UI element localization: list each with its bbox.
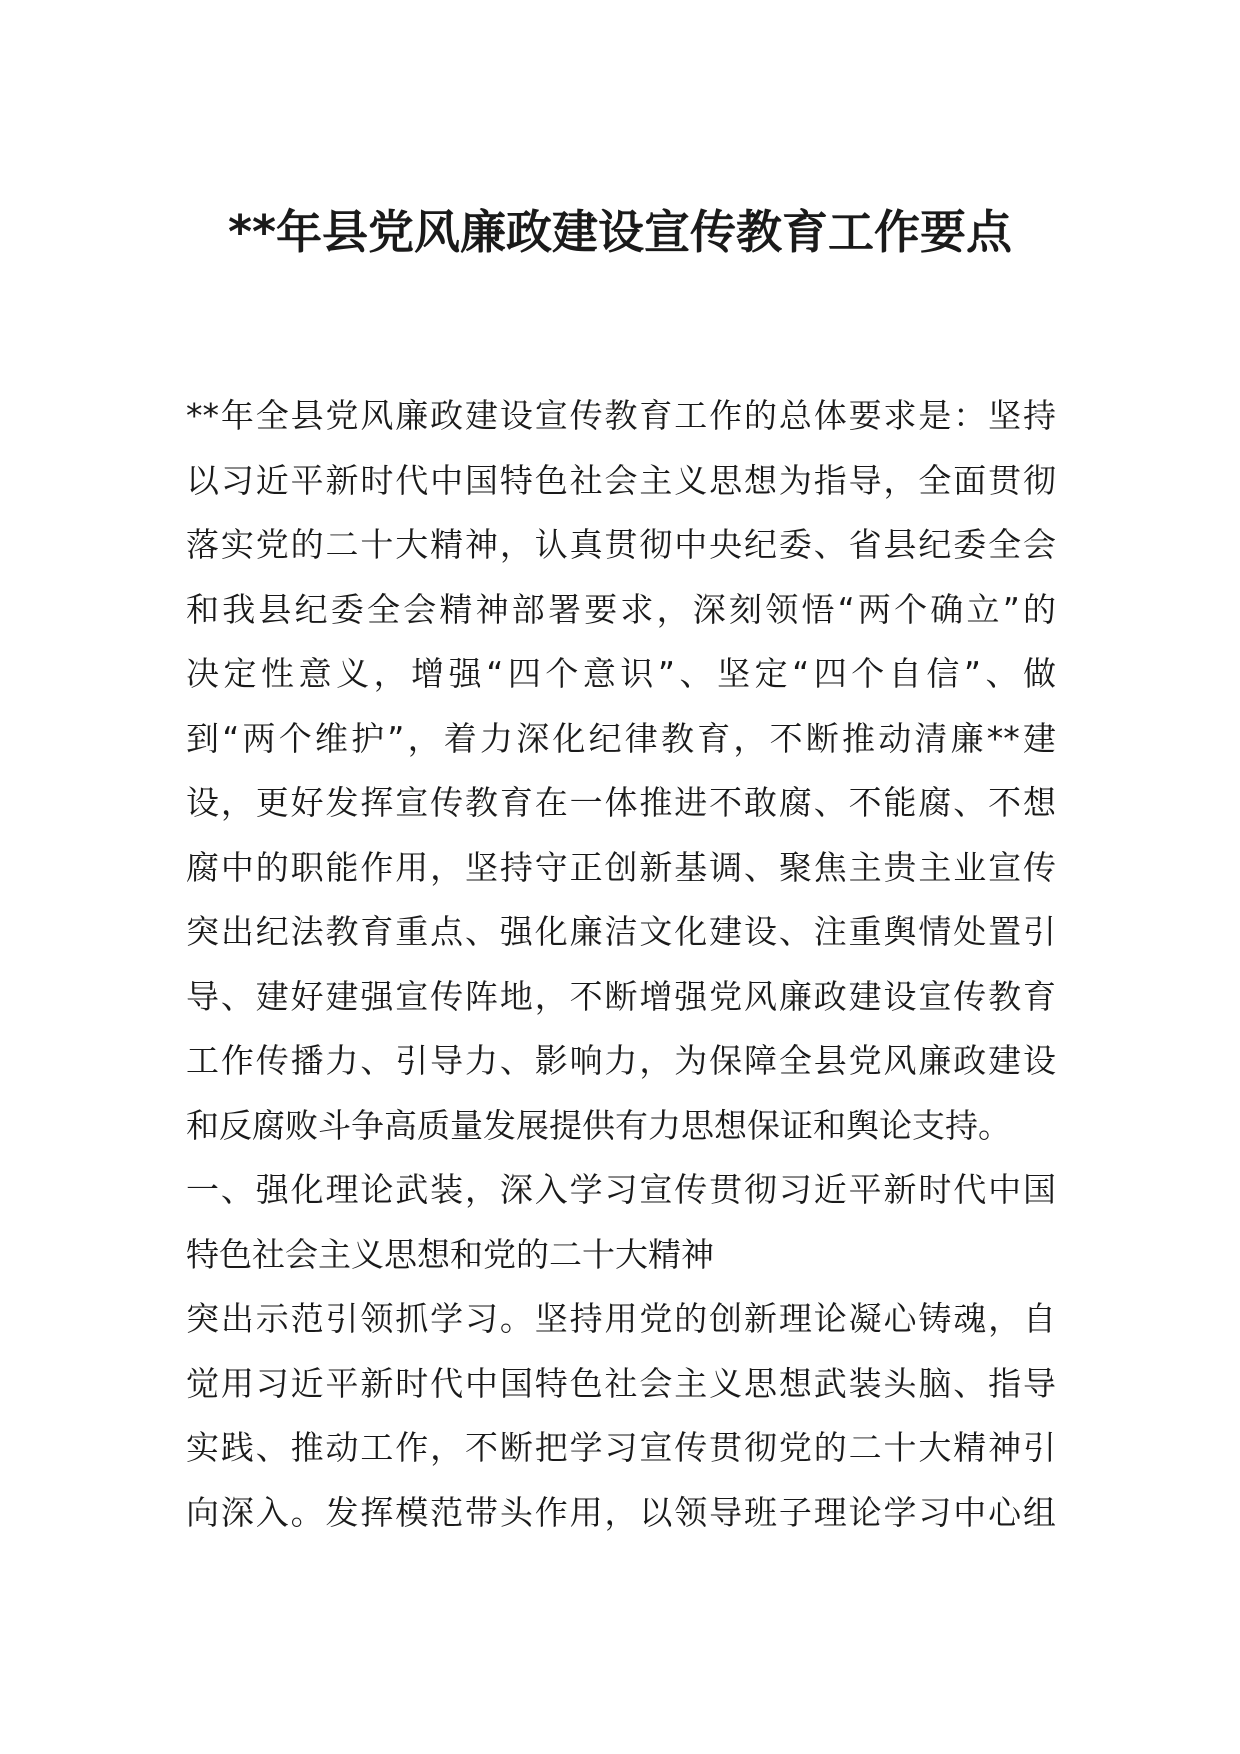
section-heading-line: 特色社会主义思想和党的二十大精神	[186, 1234, 714, 1274]
body-line: 突出示范引领抓学习。坚持用党的创新理论凝心铸魂，自	[186, 1299, 1056, 1338]
body-line: 工作传播力、引导力、影响力，为保障全县党风廉政建设	[186, 1041, 1056, 1080]
body-line: 实践、推动工作，不断把学习宣传贯彻党的二十大精神引	[186, 1428, 1056, 1467]
document-title: **年县党风廉政建设宣传教育工作要点	[227, 205, 1013, 259]
body-line: 设，更好发挥宣传教育在一体推进不敢腐、不能腐、不想	[186, 783, 1056, 822]
body-line: 落实党的二十大精神，认真贯彻中央纪委、省县纪委全会	[186, 525, 1056, 564]
section-heading-line: 一、强化理论武装，深入学习宣传贯彻习近平新时代中国	[186, 1170, 1056, 1209]
document-body	[186, 384, 1056, 1545]
body-line: 和我县纪委全会精神部署要求，深刻领悟“两个确立”的	[186, 589, 1056, 629]
body-line: 向深入。发挥模范带头作用，以领导班子理论学习中心组	[186, 1492, 1056, 1532]
body-line: 到“两个维护”，着力深化纪律教育，不断推动清廉**建	[186, 718, 1056, 758]
body-line: 觉用习近平新时代中国特色社会主义思想武装头脑、指导	[186, 1363, 1056, 1403]
body-line: 以习近平新时代中国特色社会主义思想为指导，全面贯彻	[186, 460, 1056, 500]
body-line: 决定性意义，增强“四个意识”、坚定“四个自信”、做	[186, 654, 1056, 693]
body-line: 腐中的职能作用，坚持守正创新基调、聚焦主贵主业宣传	[186, 847, 1056, 887]
body-line: 导、建好建强宣传阵地，不断增强党风廉政建设宣传教育	[186, 976, 1056, 1016]
body-line: 突出纪法教育重点、强化廉洁文化建设、注重舆情处置引	[186, 912, 1056, 951]
body-line: 和反腐败斗争高质量发展提供有力思想保证和舆论支持。	[186, 1105, 1011, 1145]
body-line: **年全县党风廉政建设宣传教育工作的总体要求是：坚持	[186, 396, 1056, 435]
